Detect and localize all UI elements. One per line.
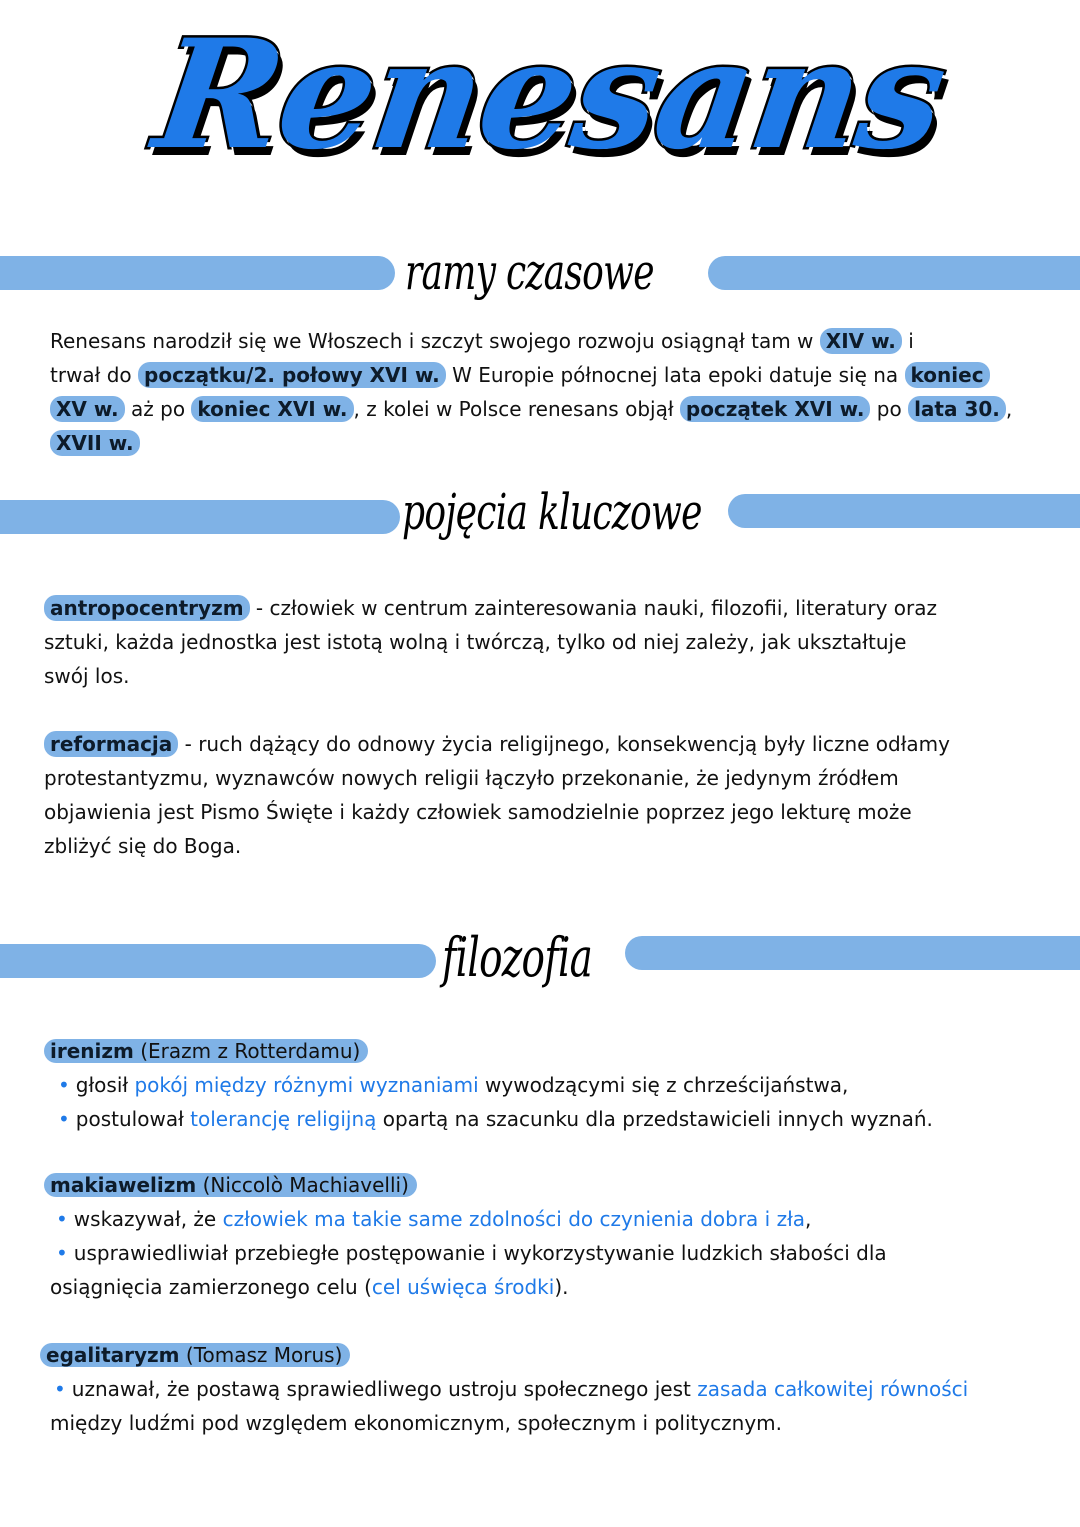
bullet-item [44, 1102, 1064, 1136]
bullet-item [40, 1372, 1070, 1406]
text: aż po [124, 397, 192, 421]
date-highlight: początek XVI w. [680, 396, 871, 422]
bullet-item [44, 1068, 1064, 1102]
section-header-ramy-czasowe [0, 232, 1080, 312]
text: , [805, 1207, 812, 1231]
section-header-filozofia [0, 918, 1080, 998]
philosophy-label [44, 1168, 1064, 1202]
text: po [870, 397, 909, 421]
divider-bar-right [708, 256, 1080, 290]
term-reformacja [44, 727, 1054, 863]
divider-bar-left [0, 256, 395, 290]
text: , [1005, 397, 1013, 421]
text-line [44, 1270, 1064, 1304]
bullet-icon: • [56, 1241, 68, 1265]
text-line: swój los. [44, 664, 130, 688]
term-highlight [40, 1343, 350, 1367]
text: wskazywał, że [73, 1207, 223, 1231]
text-line: sztuki, każda jednostka jest istotą wolną i twórczą, tylko od niej zależy, jak ukształtuje [44, 630, 907, 654]
date-highlight: początku/2. połowy XVI w. [138, 362, 446, 388]
term-highlight: antropocentryzm [44, 595, 250, 621]
bullet-icon: • [58, 1073, 70, 1097]
divider-bar-right [625, 936, 1080, 970]
term-highlight [44, 1173, 417, 1197]
text: wywodzącymi się z chrześcijaństwa, [478, 1073, 849, 1097]
author: (Erazm z Rotterdamu) [133, 1039, 361, 1063]
term: egalitaryzm [46, 1343, 180, 1367]
term-highlight [44, 1039, 368, 1063]
bullet-icon: • [54, 1377, 66, 1401]
text: i [901, 329, 914, 353]
date-highlight: koniec [905, 362, 990, 388]
section-title-ramy-czasowe: ramy czasowe [405, 243, 654, 301]
page-title-banner [120, 7, 980, 183]
key-phrase: zasada całkowitej równości [697, 1377, 969, 1401]
divider-bar-left [0, 500, 400, 534]
text: opartą na szacunku dla przedstawicieli innych wyznań. [376, 1107, 933, 1131]
date-highlight: koniec XVI w. [191, 396, 353, 422]
author: (Tomasz Morus) [179, 1343, 343, 1367]
term: makiawelizm [50, 1173, 197, 1197]
text: - ruch dążący do odnowy życia religijnego, konsekwencją były liczne odłamy [178, 732, 950, 756]
text-line [50, 426, 1050, 460]
date-highlight: XV w. [50, 396, 125, 422]
text: osiągnięcia zamierzonego celu ( [50, 1275, 372, 1299]
section-title-filozofia: filozofia [442, 926, 593, 989]
text: głosił [75, 1073, 135, 1097]
date-highlight: lata 30. [908, 396, 1006, 422]
text: postulował [75, 1107, 191, 1131]
section-title-pojecia-kluczowe: pojęcia kluczowe [402, 483, 702, 541]
page-title: Renesans [145, 7, 955, 183]
bullet-icon: • [58, 1107, 70, 1131]
philosophy-label [44, 1034, 1064, 1068]
text-line: protestantyzmu, wyznawców nowych religii łączyło przekonanie, że jedynym źródłem [44, 766, 899, 790]
text: trwał do [50, 363, 139, 387]
key-phrase: człowiek ma takie same zdolności do czynienia dobra i zła [222, 1207, 806, 1231]
text: W Europie północnej lata epoki datuje się na [445, 363, 905, 387]
bullet-icon: • [56, 1207, 68, 1231]
philosophy-label [40, 1338, 1070, 1372]
text: - człowiek w centrum zainteresowania nauki, filozofii, literatury oraz [249, 596, 938, 620]
key-phrase: tolerancję religijną [190, 1107, 377, 1131]
term-antropocentryzm [44, 591, 1054, 693]
text-line [50, 324, 1050, 358]
text: Renesans narodził się we Włoszech i szczyt swojego rozwoju osiągnął tam w [50, 329, 820, 353]
text-line [44, 591, 1054, 625]
date-highlight: XVII w. [50, 430, 140, 456]
term-highlight: reformacja [44, 731, 178, 757]
author: (Niccolò Machiavelli) [196, 1173, 409, 1197]
text-line: między ludźmi pod względem ekonomicznym, społecznym i politycznym. [50, 1411, 783, 1435]
text-line [44, 727, 1054, 761]
philosophy-egalitaryzm [40, 1338, 1070, 1440]
bullet-item [44, 1202, 1064, 1236]
text: , z kolei w Polsce renesans objął [353, 397, 680, 421]
bullet-item [44, 1236, 1064, 1270]
section-header-pojecia-kluczowe [0, 472, 1080, 552]
divider-bar-right [728, 494, 1080, 528]
philosophy-makiawelizm [44, 1168, 1064, 1304]
text-line [50, 358, 1050, 392]
philosophy-irenizm [44, 1034, 1064, 1136]
text-line: zbliżyć się do Boga. [44, 834, 242, 858]
divider-bar-left [0, 944, 436, 978]
date-highlight: XIV w. [820, 328, 902, 354]
ramy-czasowe-paragraph [50, 324, 1050, 460]
text-line: objawienia jest Pismo Święte i każdy człowiek samodzielnie poprzez jego lekturę może [44, 800, 912, 824]
text: ). [554, 1275, 569, 1299]
key-phrase: pokój między różnymi wyznaniami [134, 1073, 479, 1097]
term: irenizm [50, 1039, 134, 1063]
key-phrase: cel uświęca środki [371, 1275, 555, 1299]
text: uznawał, że postawą sprawiedliwego ustroju społecznego jest [71, 1377, 698, 1401]
text: usprawiedliwiał przebiegłe postępowanie i wykorzystywanie ludzkich słabości dla [73, 1241, 887, 1265]
text-line [50, 392, 1050, 426]
